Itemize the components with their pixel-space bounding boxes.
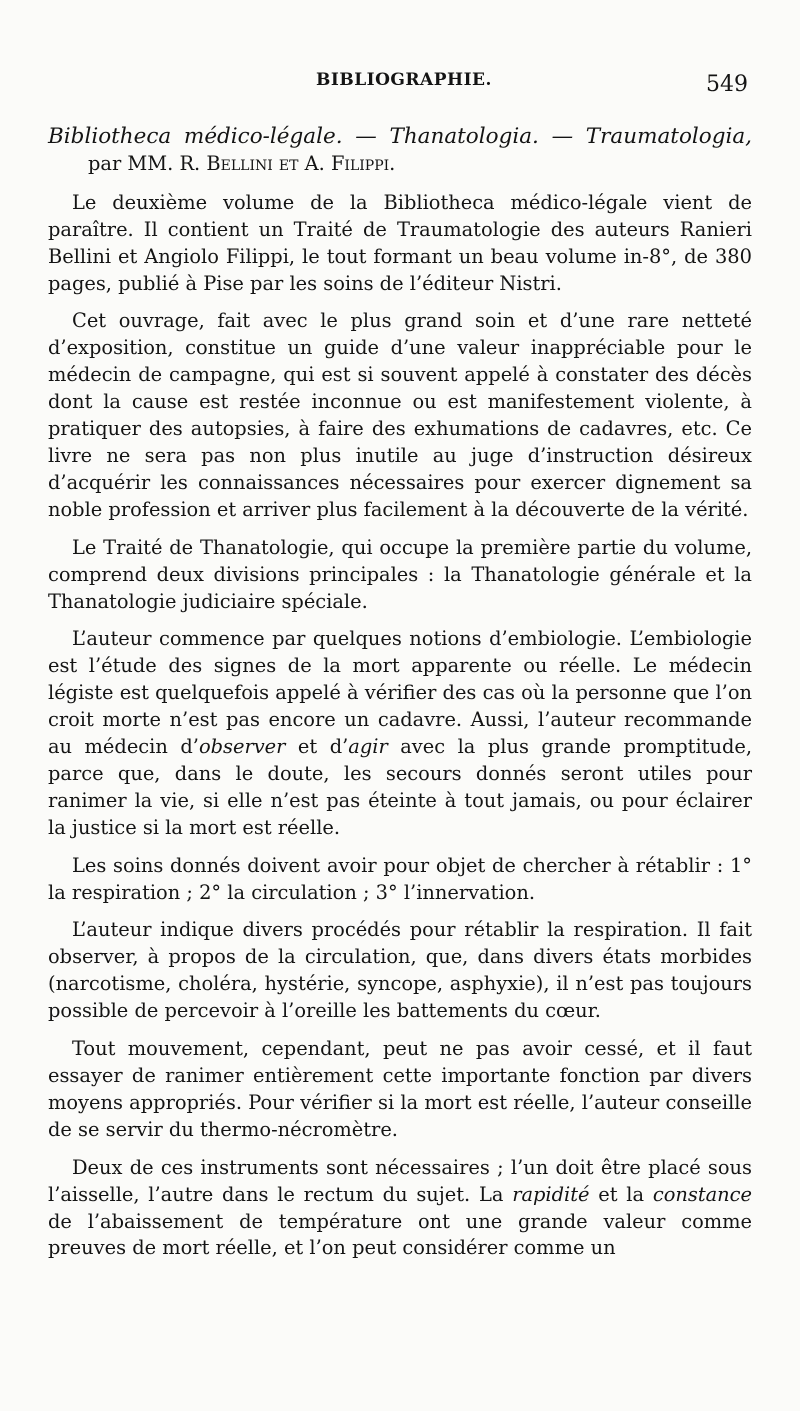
- paragraph: [48, 626, 752, 841]
- paragraph-text: L’auteur commence par quelques notions d’embiologie. L’embiologie est l’étude des signes de la mort apparente ou réelle. Le médecin légiste est quelquefois appelé à vérifier des cas où la personne que l’on croit morte n’est pas encore un cadavre. Aussi, l’auteur recommande au médecin d’: [48, 627, 752, 759]
- paragraph-text: Le deuxième volume de la Bibliotheca médico-légale vient de paraître. Il contient un Traité de Traumatologie des auteurs Ranieri Bellini et Angiolo Filippi, le tout formant un beau volume in-8°, de 380 pages, publié à Pise par les soins de l’éditeur Nistri.: [48, 190, 752, 295]
- paragraph: [48, 308, 752, 523]
- paragraph-text: Tout mouvement, cependant, peut ne pas avoir cessé, et il faut essayer de ranimer entièrement cette importante fonction par divers moyens appropriés. Pour vérifier si la mort est réelle, l’auteur conseille de se servir du thermo-nécromètre.: [48, 1037, 752, 1141]
- page-content: [48, 124, 752, 1273]
- emphasized-text: agir: [348, 735, 388, 759]
- paragraph: [48, 853, 752, 907]
- emphasized-text: constance: [652, 1182, 752, 1206]
- article-body: [48, 190, 752, 1263]
- emphasized-text: observer: [198, 735, 286, 759]
- paragraph: [48, 917, 752, 1025]
- paragraph-text: Les soins donnés doivent avoir pour objet de chercher à rétablir : 1° la respiration ; 2° la circulation ; 3° l’innervation.: [48, 853, 752, 904]
- byline-prefix: par MM.: [88, 151, 180, 175]
- article-authors: R. Bellini et A. Filippi.: [179, 151, 396, 175]
- running-head: BIBLIOGRAPHIE.: [316, 70, 492, 90]
- page-number: 549: [706, 72, 748, 97]
- paragraph-text: et d’: [285, 735, 349, 759]
- paragraph-text: Deux de ces instruments sont nécessaires ; l’un doit être placé sous l’aisselle, l’autre dans le rectum du sujet. La: [48, 1155, 752, 1206]
- paragraph-text: avec la plus grande promptitude, parce que, dans le doute, les secours donnés seront utiles pour ranimer la vie, si elle n’est pas éteinte à tout jamais, ou pour éclairer la justice si la mort est réelle.: [48, 735, 753, 839]
- emphasized-text: rapidité: [512, 1182, 590, 1206]
- paragraph: [48, 535, 752, 616]
- article-byline: [88, 151, 752, 178]
- paragraph-text: de l’abaissement de température ont une grande valeur comme preuves de mort réelle, et l’on peut considérer comme un: [48, 1209, 752, 1260]
- paragraph: [48, 1036, 752, 1144]
- article-title: Bibliotheca médico-légale. — Thanatologia. — Traumatologia,: [48, 124, 752, 149]
- paragraph-text: L’auteur indique divers procédés pour rétablir la respiration. Il fait observer, à propos de la circulation, que, dans divers états morbides (narcotisme, choléra, hystérie, syncope, asphyxie), il n’est pas toujours possible de percevoir à l’oreille les battements du cœur.: [48, 918, 752, 1023]
- paragraph-text: Cet ouvrage, fait avec le plus grand soin et d’une rare netteté d’exposition, constitue un guide d’une valeur inappréciable pour le médecin de campagne, qui est si souvent appelé à constater des décès dont la cause est restée inconnue ou est manifestement violente, à pratiquer des autopsies, à faire des exhumations de cadavres, etc. Ce livre ne sera pas non plus inutile au juge d’instruction désireux d’acquérir les connaissances nécessaires pour exercer dignement sa noble profession et arriver plus facilement à la découverte de la vérité.: [48, 309, 752, 521]
- paragraph: [48, 190, 752, 298]
- paragraph: [48, 1155, 752, 1263]
- paragraph-text: Le Traité de Thanatologie, qui occupe la première partie du volume, comprend deux divisions principales : la Thanatologie générale et la Thanatologie judiciaire spéciale.: [48, 535, 752, 613]
- paragraph-text: et la: [589, 1182, 653, 1206]
